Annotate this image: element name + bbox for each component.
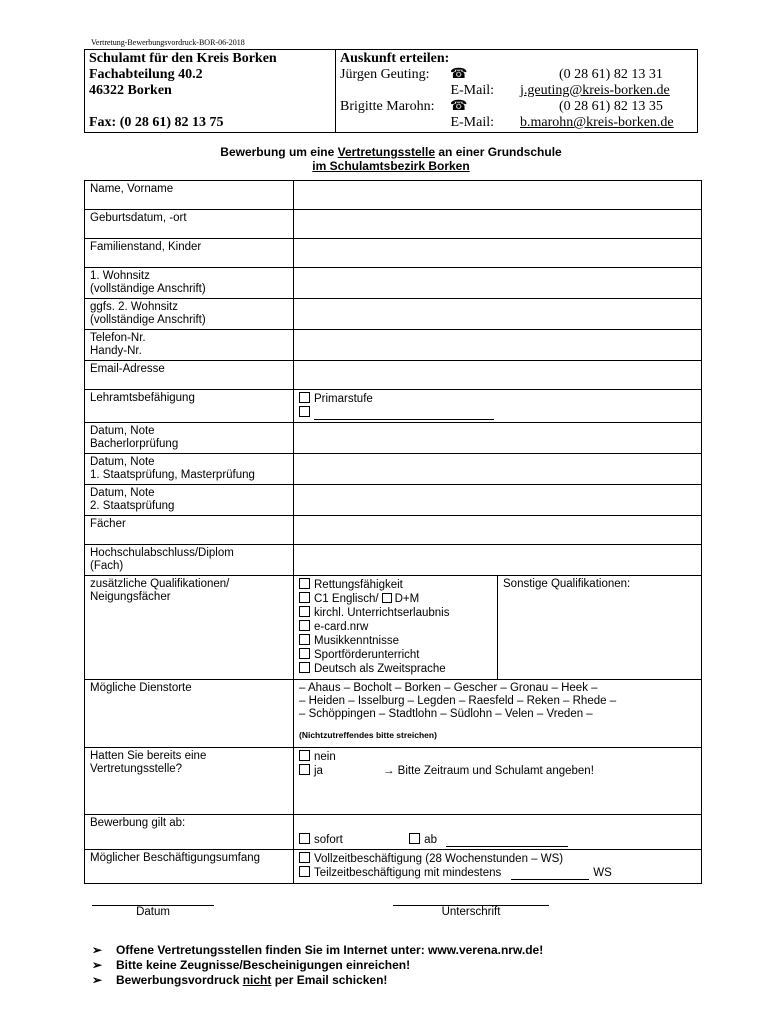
field-label-extra-qualifications: zusätzliche Qualifikationen/ Neigungsfächer bbox=[85, 576, 294, 680]
field-label-exam-2: Datum, Note 2. Staatsprüfung bbox=[85, 485, 294, 516]
letter-header bbox=[84, 49, 698, 133]
sport-checkbox[interactable] bbox=[299, 648, 310, 659]
other-qualification-checkbox[interactable] bbox=[299, 406, 310, 417]
locations-line-3[interactable]: – Schöppingen – Stadtlohn – Südlohn – Velen – Vreden – bbox=[299, 708, 593, 720]
application-form bbox=[84, 180, 702, 884]
contact-person-1: Jürgen Geuting: bbox=[340, 67, 430, 82]
locations-line-1[interactable]: – Ahaus – Bocholt – Borken – Gescher – Gronau – Heek – bbox=[299, 682, 598, 694]
bachelor-input[interactable] bbox=[294, 423, 702, 454]
contact-email-1[interactable]: j.geuting@kreis-borken.de bbox=[520, 83, 670, 98]
sender-block bbox=[85, 50, 336, 133]
field-label-subjects: Fächer bbox=[85, 516, 294, 545]
church-checkbox[interactable] bbox=[299, 606, 310, 617]
date-label: Datum bbox=[136, 906, 170, 918]
sender-name: Schulamt für den Kreis Borken bbox=[89, 51, 277, 66]
extra-qualification-options: Rettungsfähigkeit C1 Englisch/ D+M kirchl. Unterrichtserlaubnis e-card.nrw Musikkenntnisse Sportförderunterricht Deutsch als Zweitsprache bbox=[294, 576, 498, 680]
subjects-input[interactable] bbox=[294, 516, 702, 545]
contact-person-2: Brigitte Marohn: bbox=[340, 99, 435, 114]
note-item: ➢ Offene Vertretungsstellen finden Sie im Internet unter: www.verena.nrw.de! bbox=[92, 943, 544, 957]
field-label-family: Familienstand, Kinder bbox=[85, 239, 294, 268]
degree-input[interactable] bbox=[294, 545, 702, 576]
locations-note: (Nichtzutreffendes bitte streichen) bbox=[299, 730, 437, 740]
family-input[interactable] bbox=[294, 239, 702, 268]
ecard-checkbox[interactable] bbox=[299, 620, 310, 631]
phone-icon: ☎ bbox=[450, 99, 468, 114]
locations-line-2[interactable]: – Heiden – Isselburg – Legden – Raesfeld – Reken – Rhede – bbox=[299, 695, 617, 707]
form-title: Bewerbung um eine Vertretungsstelle an einer Grundschule im Schulamtsbezirk Borken bbox=[84, 145, 698, 173]
email-label: E-Mail: bbox=[450, 115, 494, 130]
rescue-checkbox[interactable] bbox=[299, 578, 310, 589]
arrow-bullet-icon: ➢ bbox=[92, 958, 103, 972]
sender-city: 46322 Borken bbox=[89, 83, 172, 98]
parttime-hours-input[interactable] bbox=[511, 869, 589, 880]
name-input[interactable] bbox=[294, 181, 702, 210]
contact-phone-1: (0 28 61) 82 13 31 bbox=[559, 67, 663, 82]
dm-checkbox[interactable] bbox=[382, 593, 392, 603]
contact-phone-2: (0 28 61) 82 13 35 bbox=[559, 99, 663, 114]
other-qualification-input[interactable] bbox=[314, 409, 494, 420]
previous-yes-checkbox[interactable] bbox=[299, 764, 310, 775]
residence-2-input[interactable] bbox=[294, 299, 702, 330]
other-qualifications-cell[interactable] bbox=[498, 576, 702, 680]
valid-from-options: sofort ab bbox=[294, 815, 702, 850]
contact-title: Auskunft erteilen: bbox=[340, 51, 450, 66]
previous-hint: → Bitte Zeitraum und Schulamt angeben! bbox=[382, 765, 594, 777]
field-label-phone: Telefon-Nr. Handy-Nr. bbox=[85, 330, 294, 361]
valid-from-checkbox[interactable] bbox=[409, 833, 420, 844]
field-label-residence-2: ggfs. 2. Wohnsitz (vollständige Anschrift) bbox=[85, 299, 294, 330]
sender-department: Fachabteilung 40.2 bbox=[89, 67, 203, 82]
note-item: ➢ Bitte keine Zeugnisse/Bescheinigungen einreichen! bbox=[92, 958, 411, 972]
field-label-degree: Hochschulabschluss/Diplom (Fach) bbox=[85, 545, 294, 576]
residence-1-input[interactable] bbox=[294, 268, 702, 299]
previous-no-checkbox[interactable] bbox=[299, 750, 310, 761]
primary-checkbox[interactable] bbox=[299, 392, 310, 403]
signature-field[interactable] bbox=[393, 905, 549, 918]
daz-checkbox[interactable] bbox=[299, 662, 310, 673]
valid-from-date-input[interactable] bbox=[446, 836, 568, 847]
english-checkbox[interactable] bbox=[299, 592, 310, 603]
contact-email-2[interactable]: b.marohn@kreis-borken.de bbox=[520, 115, 674, 130]
field-label-bachelor: Datum, Note Bacherlorprüfung bbox=[85, 423, 294, 454]
valid-now-checkbox[interactable] bbox=[299, 833, 310, 844]
previous-options: nein ja → Bitte Zeitraum und Schulamt angeben! bbox=[294, 748, 702, 815]
field-label-exam-1: Datum, Note 1. Staatsprüfung, Masterprüfung bbox=[85, 454, 294, 485]
document-code: Vertretung-Bewerbungsvordruck-BOR-06-2018 bbox=[91, 38, 245, 47]
field-label-residence-1: 1. Wohnsitz (vollständige Anschrift) bbox=[85, 268, 294, 299]
arrow-bullet-icon: ➢ bbox=[92, 973, 103, 987]
arrow-bullet-icon: ➢ bbox=[92, 943, 103, 957]
field-label-birth: Geburtsdatum, -ort bbox=[85, 210, 294, 239]
field-label-valid-from: Bewerbung gilt ab: bbox=[85, 815, 294, 850]
email-input[interactable] bbox=[294, 361, 702, 390]
form-subtitle: im Schulamtsbezirk Borken bbox=[312, 159, 470, 173]
birth-input[interactable] bbox=[294, 210, 702, 239]
locations-cell bbox=[294, 680, 702, 748]
sender-fax: Fax: (0 28 61) 82 13 75 bbox=[89, 115, 224, 130]
notes-list bbox=[92, 943, 543, 988]
contact-block bbox=[336, 50, 698, 133]
phone-icon: ☎ bbox=[450, 67, 468, 82]
music-checkbox[interactable] bbox=[299, 634, 310, 645]
scope-options: Vollzeitbeschäftigung (28 Wochenstunden – WS) Teilzeitbeschäftigung mit mindestens WS bbox=[294, 850, 702, 884]
fulltime-checkbox[interactable] bbox=[299, 852, 310, 863]
qualification-options: Primarstufe bbox=[294, 390, 702, 423]
phone-input[interactable] bbox=[294, 330, 702, 361]
field-label-previous: Hatten Sie bereits eine Vertretungsstelle? bbox=[85, 748, 294, 815]
date-signature-field[interactable] bbox=[92, 905, 214, 918]
other-qualifications-label: Sonstige Qualifikationen: bbox=[503, 578, 631, 590]
field-label-email: Email-Adresse bbox=[85, 361, 294, 390]
field-label-name: Name, Vorname bbox=[85, 181, 294, 210]
exam-2-input[interactable] bbox=[294, 485, 702, 516]
signature-label: Unterschrift bbox=[441, 906, 501, 918]
field-label-qualification: Lehramtsbefähigung bbox=[85, 390, 294, 423]
exam-1-input[interactable] bbox=[294, 454, 702, 485]
field-label-scope: Möglicher Beschäftigungsumfang bbox=[85, 850, 294, 884]
email-label: E-Mail: bbox=[450, 83, 494, 98]
parttime-checkbox[interactable] bbox=[299, 866, 310, 877]
field-label-locations: Mögliche Dienstorte bbox=[85, 680, 294, 748]
note-item: ➢ Bewerbungsvordruck nicht per Email schicken! bbox=[92, 973, 388, 987]
